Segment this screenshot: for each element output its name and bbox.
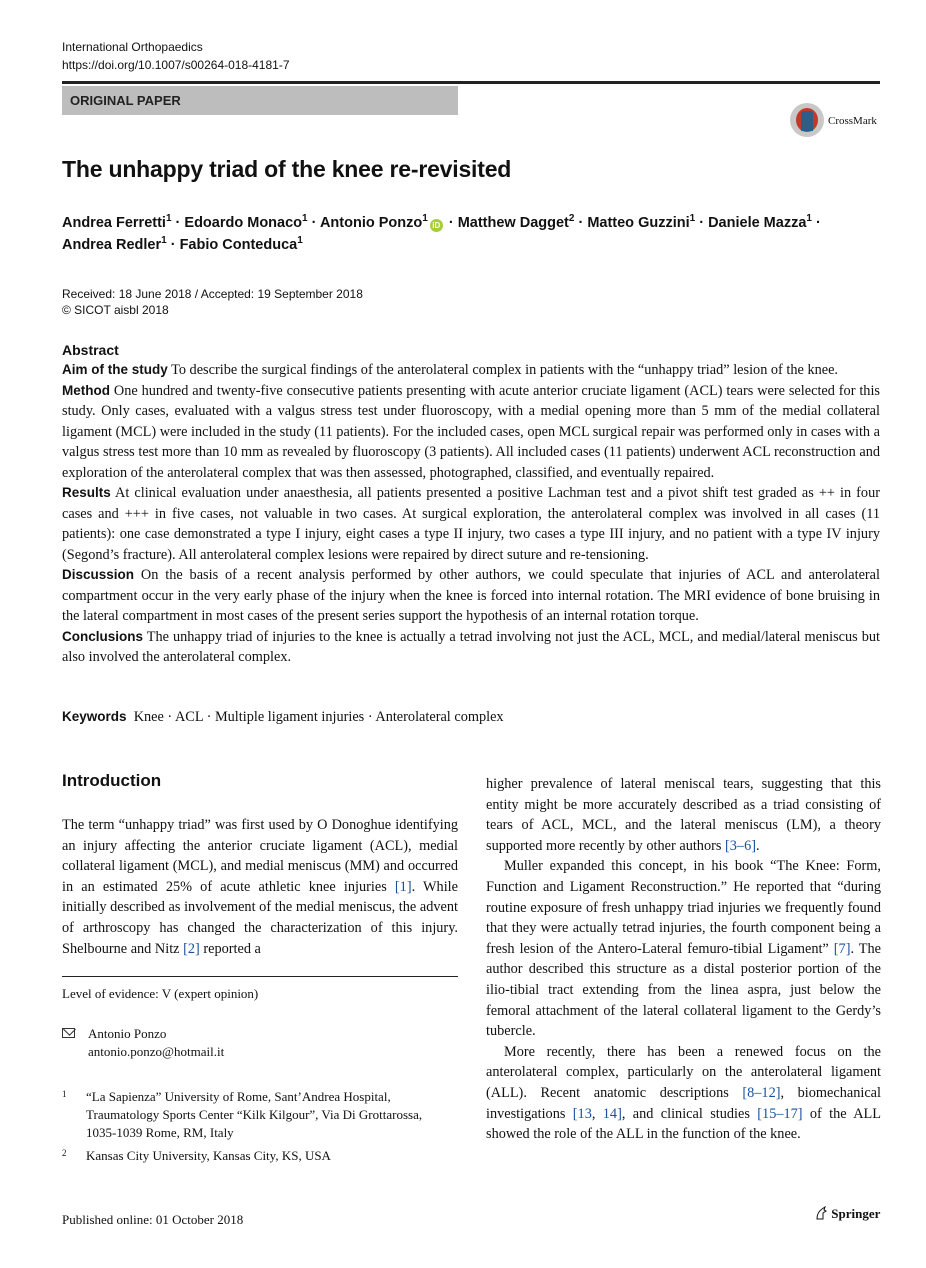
author-affiliation: 1	[689, 213, 696, 224]
paragraph: The term “unhappy triad” was first used by O Donoghue identifying an injury affecting the anterior cruciate ligament (ACL), medial collateral ligament (MCL), and medial meniscus (MM) and occurred in an estimated 25% of acute athletic knee injuries [1]. While initially described as involvement of the medial meniscus, the advent of arthroscopy has changed the characterization of this injury. Shelbourne and Nitz [2] reported a	[62, 817, 458, 957]
citation-link[interactable]: [15–17]	[757, 1105, 803, 1122]
abstract-text: On the basis of a recent analysis performed by other authors, we could speculate that injuries of ACL and anterolateral compartment occur in the very early phase of the injury when the knee is forced into internal rotation. The MRI evidence of bone bruising in the lateral compartment in most cases of the present series support the hypothesis of an internal rotation torque.	[62, 567, 880, 624]
abstract-results	[62, 483, 880, 565]
author-name[interactable]: Andrea Ferretti	[62, 215, 166, 231]
paragraph: Muller expanded this concept, in his book “The Knee: Form, Function and Ligament Reconstruction.” He reported that “during routine exposure of fresh unhappy triad injuries we frequently found that they were actually tetrad injuries, the fourth component being a fresh lesion of the Antero-Lateral femuro-tibial Ligament” [7]. The author described this structure as a distal posterior portion of the ilio-tibial tract extending from the linea aspra, just below the femoral attachment of the lateral collateral ligament to the Gerdy’s tubercle.	[486, 858, 881, 1040]
doi-link[interactable]: https://doi.org/10.1007/s00264-018-4181-7	[62, 58, 290, 72]
abstract-label: Results	[62, 485, 111, 500]
abstract-method	[62, 381, 880, 484]
citation-link[interactable]: [13	[572, 1105, 592, 1122]
citation-link[interactable]: [8–12]	[742, 1084, 781, 1101]
abstract-heading: Abstract	[62, 342, 119, 358]
affiliation-2	[62, 1147, 458, 1167]
affiliation-number: 2	[62, 1148, 67, 1158]
article-dates	[62, 286, 363, 318]
abstract-label: Aim of the study	[62, 362, 168, 377]
citation-link[interactable]: 14]	[602, 1105, 622, 1122]
envelope-icon	[62, 1028, 75, 1038]
author-name[interactable]: Andrea Redler	[62, 237, 162, 253]
abstract-aim	[62, 360, 880, 381]
author-affiliation: 1	[422, 213, 428, 224]
article-title: The unhappy triad of the knee re-revisited	[62, 156, 512, 182]
author-name[interactable]: Matteo Guzzini	[587, 215, 690, 231]
author-affiliation: 1	[165, 213, 172, 224]
abstract-text: The unhappy triad of injuries to the knee is actually a tetrad involving not just the ACL, MCL, and medial/lateral meniscus but also involved the anterolateral complex.	[62, 628, 880, 665]
abstract-text: At clinical evaluation under anaesthesia, all patients presented a positive Lachman test and a pivot shift test graded as ++ in four cases and +++ in five cases, not valuable in two cases. At surgical exploration, the anterolateral complex was involved in all cases (11 patients): one case demonstrated a type I injury, eight cases a type II injury, two cases a type III injury, and no patient with a type IV injury (Segond’s fracture). All anterolateral complex lesions were repaired by direct suture and re-tensioning.	[62, 485, 880, 563]
author-affiliation: 1	[806, 213, 812, 224]
affiliation-line: “La Sapienza” University of Rome, Sant’Andrea Hospital,	[86, 1089, 391, 1104]
received-accepted: Received: 18 June 2018 / Accepted: 19 September 2018	[62, 287, 363, 301]
abstract-conclusions	[62, 627, 880, 668]
intro-right-column	[486, 774, 881, 1145]
section-heading-introduction: Introduction	[62, 771, 162, 790]
affiliation-line: Traumatology Sports Center “Kilk Kilgour”, Via Di Grottarossa,	[86, 1107, 423, 1122]
springer-horse-icon	[814, 1206, 828, 1220]
article-type-banner: ORIGINAL PAPER	[62, 86, 458, 115]
intro-left-column	[62, 815, 458, 959]
paragraph: higher prevalence of lateral meniscal tears, suggesting that this entity might be more accurately described as a triad consisting of tears of ACL, MCL, and the lateral meniscus (LM), a theory supported more recently by other authors [3–6].	[486, 776, 881, 854]
citation-link[interactable]: [3–6]	[725, 837, 756, 854]
abstract-discussion	[62, 565, 880, 627]
corresponding-author	[62, 1025, 458, 1065]
corresponding-email[interactable]: antonio.ponzo@hotmail.it	[88, 1044, 225, 1059]
author-list: Andrea Ferretti$^1$ · Edoardo Monaco$^1$ · Antonio Ponzo$^1$iD · Matthew Dagget$^2$ · Matteo Guzzini$^1$ · Daniele Mazza$^1$ · Andrea Redler$^1$ · Fabio Conteduca$^1$	[62, 213, 821, 253]
abstract-text: To describe the surgical findings of the anterolateral complex in patients with the “unhappy triad” lesion of the knee.	[171, 362, 838, 378]
crossmark-badge[interactable]	[790, 103, 890, 141]
crossmark-icon	[790, 103, 824, 137]
author-name[interactable]: Edoardo Monaco	[184, 215, 303, 231]
publisher-name: Springer	[831, 1206, 881, 1221]
affiliation-1	[62, 1088, 458, 1144]
author-affiliation: 2	[568, 213, 575, 224]
keywords-text: Knee · ACL · Multiple ligament injuries · Anterolateral complex	[133, 709, 504, 725]
abstract-body	[62, 360, 880, 668]
abstract-label: Discussion	[62, 567, 135, 582]
journal-header	[62, 38, 290, 74]
citation-link[interactable]: [2]	[183, 940, 200, 957]
citation-link[interactable]: [7]	[833, 940, 851, 957]
copyright: © SICOT aisbl 2018	[62, 303, 169, 317]
author-affiliation: 1	[161, 235, 167, 246]
affiliation-line: 1035-1039 Rome, RM, Italy	[86, 1125, 234, 1140]
author-name[interactable]: Daniele Mazza	[708, 215, 807, 231]
publisher-logo	[814, 1206, 880, 1222]
published-online: Published online: 01 October 2018	[62, 1212, 244, 1227]
abstract-label: Conclusions	[62, 628, 144, 644]
author-name[interactable]: Antonio Ponzo	[319, 215, 423, 231]
citation-link[interactable]: [1]	[394, 878, 412, 895]
crossmark-label: CrossMark	[828, 115, 877, 127]
keywords	[62, 709, 504, 726]
footnote-rule	[62, 976, 458, 977]
paragraph: More recently, there has been a renewed focus on the anterolateral complex, particularly on the anterolateral ligament (ALL). Recent anatomic descriptions [8–12], biomechanical investigations [13, 14], and clinical studies [15–17] of the ALL showed the role of the ALL in the function of the knee.	[486, 1043, 881, 1143]
author-affiliation: 1	[302, 213, 308, 224]
journal-name: International Orthopaedics	[62, 40, 203, 54]
orcid-icon[interactable]: iD	[430, 219, 443, 232]
keywords-label: Keywords	[62, 709, 127, 724]
abstract-text: One hundred and twenty-five consecutive patients presenting with acute anterior cruciate ligament (ACL) tears were selected for this study. Only cases, evaluated with a valgus stress test under fluoroscopy, with a medial opening more than 5 mm of the medial collateral ligament (MCL) were included in the study (11 patients). For the included cases, open MCL surgical repair was performed only in cases with a valgus stress test more than 10 mm as revealed by fluoroscopy (3 patients). All included cases (11 patients) underwent ACL reconstruction and exploration of the anterolateral complex that was then assessed, photographed, classified, and eventually repaired.	[62, 382, 880, 481]
affiliation-line: Kansas City University, Kansas City, KS, USA	[86, 1148, 331, 1163]
header-rule	[62, 81, 880, 84]
corresponding-name: Antonio Ponzo	[88, 1026, 167, 1041]
level-of-evidence: Level of evidence: V (expert opinion)	[62, 986, 259, 1001]
abstract-label: Method	[62, 382, 110, 398]
author-name[interactable]: Matthew Dagget	[457, 215, 569, 231]
affiliation-number: 1	[62, 1089, 67, 1099]
author-name[interactable]: Fabio Conteduca	[179, 237, 298, 253]
author-affiliation: 1	[297, 235, 303, 246]
